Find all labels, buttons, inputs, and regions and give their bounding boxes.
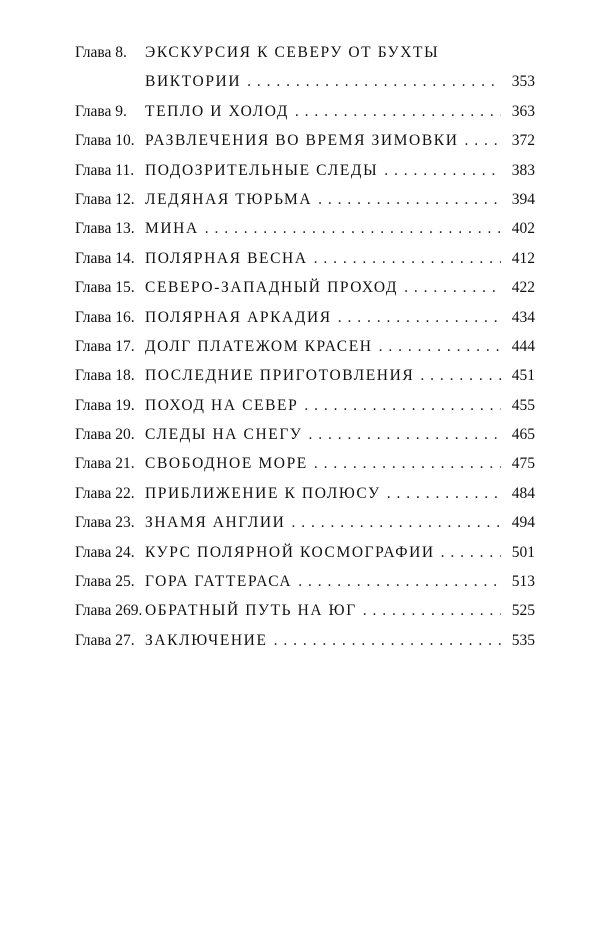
page-number: 455 xyxy=(511,396,535,414)
toc-entry-chapter-22[interactable] xyxy=(75,485,535,514)
chapter-number: Глава 23. xyxy=(75,514,135,532)
page-number: 402 xyxy=(511,220,535,238)
dot-leader xyxy=(205,220,501,238)
chapter-number: Глава 24. xyxy=(75,543,135,561)
chapter-number: Глава 18. xyxy=(75,367,135,385)
chapter-title: ЗНАМЯ АНГЛИИ xyxy=(145,514,286,532)
chapter-title: ПОЛЯРНАЯ ВЕСНА xyxy=(145,249,308,267)
dot-leader xyxy=(338,309,501,327)
toc-entry-chapter-17[interactable] xyxy=(75,338,535,367)
page-number: 372 xyxy=(511,132,535,150)
chapter-title: СЛЕДЫ НА СНЕГУ xyxy=(145,426,303,444)
chapter-number: Глава 21. xyxy=(75,455,135,473)
dot-leader xyxy=(291,514,501,532)
toc-entry-chapter-21[interactable] xyxy=(75,455,535,484)
toc-entry-chapter-14[interactable] xyxy=(75,250,535,279)
chapter-number: Глава 27. xyxy=(75,631,135,649)
page-number: 465 xyxy=(511,426,535,444)
chapter-title: ЗАКЛЮЧЕНИЕ xyxy=(145,631,268,649)
dot-leader xyxy=(298,573,501,591)
chapter-title: МИНА xyxy=(145,220,199,238)
dot-leader xyxy=(274,632,501,650)
dot-leader xyxy=(295,103,501,121)
toc-entry-chapter-8[interactable] xyxy=(75,44,535,73)
toc-entry-chapter-9[interactable] xyxy=(75,103,535,132)
chapter-number: Глава 13. xyxy=(75,220,135,238)
chapter-title-continuation: ВИКТОРИИ xyxy=(145,73,242,91)
chapter-number: Глава 15. xyxy=(75,279,135,297)
page-number: 363 xyxy=(511,102,535,120)
toc-entry-chapter-27[interactable] xyxy=(75,632,535,661)
page-number: 394 xyxy=(511,190,535,208)
page-number: 475 xyxy=(511,455,535,473)
chapter-title: ПРИБЛИЖЕНИЕ К ПОЛЮСУ xyxy=(145,484,381,502)
dot-leader xyxy=(304,397,501,415)
dot-leader xyxy=(404,279,501,297)
chapter-title: РАЗВЛЕЧЕНИЯ ВО ВРЕМЯ ЗИМОВКИ xyxy=(145,132,459,150)
page-number: 412 xyxy=(511,249,535,267)
dot-leader xyxy=(465,132,501,150)
toc-entry-chapter-20[interactable] xyxy=(75,426,535,455)
toc-entry-chapter-8-continuation[interactable] xyxy=(75,73,535,102)
dot-leader xyxy=(309,426,502,444)
chapter-title: ПОСЛЕДНИЕ ПРИГОТОВЛЕНИЯ xyxy=(145,367,415,385)
toc-entry-chapter-12[interactable] xyxy=(75,191,535,220)
toc-entry-chapter-25[interactable] xyxy=(75,573,535,602)
chapter-title: ДОЛГ ПЛАТЕЖОМ КРАСЕН xyxy=(145,337,373,355)
page-number: 434 xyxy=(511,308,535,326)
page-number: 451 xyxy=(511,367,535,385)
page-number: 484 xyxy=(511,484,535,502)
chapter-title: ГОРА ГАТТЕРАСА xyxy=(145,573,293,591)
chapter-number: Глава 16. xyxy=(75,308,135,326)
toc-entry-chapter-24[interactable] xyxy=(75,544,535,573)
chapter-title: КУРС ПОЛЯРНОЙ КОСМОГРАФИИ xyxy=(145,543,435,561)
toc-entry-chapter-13[interactable] xyxy=(75,220,535,249)
dot-leader xyxy=(363,602,501,620)
chapter-number: Глава 9. xyxy=(75,102,127,120)
page-number: 525 xyxy=(511,602,535,620)
chapter-number: Глава 10. xyxy=(75,132,135,150)
dot-leader xyxy=(247,73,501,91)
chapter-title: ЭКСКУРСИЯ К СЕВЕРУ ОТ БУХТЫ xyxy=(145,44,440,61)
toc-entry-chapter-23[interactable] xyxy=(75,514,535,543)
chapter-title: ЛЕДЯНАЯ ТЮРЬМА xyxy=(145,190,313,208)
chapter-title: ПОДОЗРИТЕЛЬНЫЕ СЛЕДЫ xyxy=(145,161,379,179)
toc-entry-chapter-19[interactable] xyxy=(75,397,535,426)
chapter-number: Глава 17. xyxy=(75,337,135,355)
chapter-number: Глава 14. xyxy=(75,249,135,267)
page-number: 501 xyxy=(511,543,535,561)
chapter-number: Глава 8. xyxy=(75,44,127,61)
chapter-title: ОБРАТНЫЙ ПУТЬ НА ЮГ xyxy=(145,602,357,620)
chapter-number: Глава 269. xyxy=(75,602,143,620)
dot-leader xyxy=(314,455,501,473)
chapter-number: Глава 22. xyxy=(75,484,135,502)
table-of-contents xyxy=(75,44,535,661)
chapter-number: Глава 20. xyxy=(75,426,135,444)
chapter-title: ПОЛЯРНАЯ АРКАДИЯ xyxy=(145,308,332,326)
page-number: 422 xyxy=(511,279,535,297)
chapter-number: Глава 12. xyxy=(75,190,135,208)
page-number: 444 xyxy=(511,337,535,355)
dot-leader xyxy=(441,544,501,562)
toc-entry-chapter-10[interactable] xyxy=(75,132,535,161)
chapter-title: ПОХОД НА СЕВЕР xyxy=(145,396,299,414)
toc-entry-chapter-11[interactable] xyxy=(75,162,535,191)
dot-leader xyxy=(387,485,501,503)
chapter-number: Глава 11. xyxy=(75,161,135,179)
page-number: 535 xyxy=(511,631,535,649)
dot-leader xyxy=(420,367,501,385)
page-number: 494 xyxy=(511,514,535,532)
chapter-title: СЕВЕРО-ЗАПАДНЫЙ ПРОХОД xyxy=(145,279,399,297)
toc-entry-chapter-26[interactable] xyxy=(75,602,535,631)
toc-entry-chapter-16[interactable] xyxy=(75,309,535,338)
page-number: 353 xyxy=(511,73,535,91)
dot-leader xyxy=(318,191,501,209)
chapter-number: Глава 25. xyxy=(75,573,135,591)
toc-entry-chapter-15[interactable] xyxy=(75,279,535,308)
dot-leader xyxy=(379,338,501,356)
toc-entry-chapter-18[interactable] xyxy=(75,367,535,396)
page-number: 513 xyxy=(511,573,535,591)
page-number: 383 xyxy=(511,161,535,179)
chapter-number: Глава 19. xyxy=(75,396,135,414)
chapter-title: ТЕПЛО И ХОЛОД xyxy=(145,102,289,120)
dot-leader xyxy=(314,250,501,268)
chapter-title: СВОБОДНОЕ МОРЕ xyxy=(145,455,308,473)
dot-leader xyxy=(384,162,501,180)
